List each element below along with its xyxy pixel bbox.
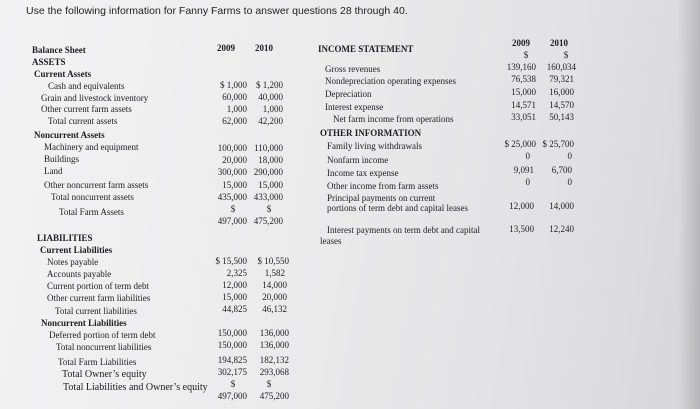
land-label: Land: [44, 166, 63, 176]
current-portion-label: Current portion of term debt: [47, 281, 149, 291]
other-noncurrent-label: Other noncurrent farm assets: [44, 180, 149, 190]
total-noncurrent-liab-2009: 150,000: [217, 340, 247, 350]
total-liab-equity-label: Total Liabilities and Owner’s equity: [63, 382, 208, 393]
machinery-2010: 110,000: [254, 143, 283, 153]
accounts-payable-label: Accounts payable: [47, 269, 112, 279]
nondepreciation-label: Nondepreciation operating expenses: [325, 76, 456, 86]
family-living-2010: $ 25,700: [542, 139, 574, 149]
assets-dollar-2010: $: [266, 204, 272, 214]
total-current-liab-2009: 44,825: [222, 304, 247, 314]
interest-payments-2009: 13,500: [509, 224, 534, 234]
accounts-payable-2010: 1,582: [264, 268, 285, 278]
land-2009: 300,000: [217, 167, 247, 177]
depreciation-2010: 16,000: [549, 87, 574, 97]
interest-expense-label: Interest expense: [325, 102, 384, 112]
total-current-2010: 42,200: [258, 116, 283, 126]
cash-2010: $ 1,200: [256, 80, 283, 90]
balance-sheet-title: Balance Sheet: [32, 45, 86, 55]
income-tax-2009: 9,091: [513, 165, 534, 175]
is-year-2010: 2010: [550, 38, 568, 48]
is-year-2009: 2009: [512, 38, 530, 48]
other-current-liab-2010: 20,000: [262, 292, 287, 302]
current-assets-heading: Current Assets: [34, 69, 92, 79]
depreciation-2009: 15,000: [511, 87, 536, 97]
net-farm-income-2010: 50,143: [549, 112, 574, 122]
other-income-2009: 0: [525, 177, 530, 187]
land-2010: 290,000: [253, 167, 283, 177]
noncurrent-assets-heading: Noncurrent Assets: [34, 130, 105, 140]
grain-label: Grain and livestock inventory: [41, 93, 149, 103]
buildings-label: Buildings: [44, 154, 80, 164]
total-farm-assets-2010: 475,200: [253, 216, 283, 226]
total-noncurrent-label: Total noncurrent assets: [51, 192, 134, 202]
machinery-2009: 100,000: [217, 143, 247, 153]
is-dollar-2009: $: [523, 50, 529, 60]
other-noncurrent-2009: 15,000: [222, 180, 247, 190]
nondepreciation-2010: 79,321: [549, 74, 574, 84]
deferred-2009: 150,000: [217, 328, 247, 338]
bs-year-2010: 2010: [255, 43, 273, 53]
owners-equity-2010: 293,068: [259, 367, 289, 377]
total-farm-liab-label: Total Farm Liabilities: [58, 357, 137, 367]
other-information-heading: OTHER INFORMATION: [320, 128, 422, 138]
assets-dollar-2009: $: [230, 204, 236, 214]
nonfarm-income-2010: 0: [567, 151, 572, 161]
total-liab-equity-2010: 475,200: [259, 391, 289, 401]
total-farm-liab-2010: 182,132: [259, 355, 289, 365]
principal-2009: 12,000: [509, 201, 534, 211]
is-dollar-2010: $: [563, 50, 569, 60]
grain-2010: 40,000: [258, 92, 283, 102]
buildings-2010: 18,000: [258, 155, 283, 165]
family-living-label: Family living withdrawals: [327, 141, 422, 151]
grain-2009: 60,000: [222, 92, 247, 102]
interest-payments-2010: 12,240: [549, 224, 574, 234]
income-tax-label: Income tax expense: [327, 168, 399, 178]
gross-revenues-label: Gross revenues: [325, 64, 381, 74]
total-current-liab-label: Total current liabilities: [55, 306, 137, 316]
gross-revenues-2010: 160,034: [546, 62, 576, 72]
principal-label-line2: portions of term debt and capital leases: [327, 203, 468, 213]
liab-dollar-2010: $: [266, 379, 272, 389]
notes-payable-2010: $ 10,550: [257, 256, 289, 266]
total-farm-liab-2009: 194,825: [217, 355, 247, 365]
noncurrent-liabilities-heading: Noncurrent Liabilities: [41, 318, 127, 328]
principal-label-line1: Principal payments on current: [327, 193, 436, 203]
income-statement-title: INCOME STATEMENT: [318, 44, 414, 54]
cash-2009: $ 1,000: [220, 80, 247, 90]
gross-revenues-2009: 139,160: [506, 62, 536, 72]
deferred-2010: 136,000: [259, 328, 289, 338]
deferred-label: Deferred portion of term debt: [49, 330, 156, 340]
net-farm-income-label: Net farm income from operations: [333, 114, 454, 124]
other-income-2010: 0: [567, 177, 572, 187]
owners-equity-label: Total Owner’s equity: [62, 369, 147, 380]
other-current-2009: 1,000: [226, 104, 247, 114]
assets-heading: ASSETS: [32, 57, 66, 67]
cash-label: Cash and equivalents: [48, 81, 125, 91]
accounts-payable-2009: 2,325: [226, 268, 247, 278]
interest-payments-label-line2: leases: [320, 236, 342, 246]
liabilities-heading: LIABILITIES: [37, 233, 93, 243]
buildings-2009: 20,000: [222, 155, 247, 165]
nonfarm-income-2009: 0: [525, 151, 530, 161]
principal-2010: 14,000: [549, 201, 574, 211]
total-current-label: Total current assets: [48, 116, 118, 126]
current-liabilities-heading: Current Liabilities: [40, 245, 113, 255]
interest-expense-2010: 14,570: [549, 100, 574, 110]
notes-payable-label: Notes payable: [47, 257, 99, 267]
page-shadow-edge: [678, 0, 700, 409]
other-income-label: Other income from farm assets: [327, 181, 439, 191]
current-portion-2010: 14,000: [262, 280, 287, 290]
total-liab-equity-2009: 497,000: [217, 391, 247, 401]
total-current-2009: 62,000: [222, 116, 247, 126]
total-farm-assets-2009: 497,000: [217, 216, 247, 226]
total-farm-assets-label: Total Farm Assets: [59, 207, 124, 217]
other-current-liab-label: Other current farm liabilities: [47, 293, 151, 303]
total-noncurrent-2010: 433,000: [253, 192, 283, 202]
depreciation-label: Depreciation: [325, 89, 372, 99]
income-tax-2010: 6,700: [551, 165, 572, 175]
current-portion-2009: 12,000: [222, 280, 247, 290]
total-noncurrent-liab-2010: 136,000: [259, 340, 289, 350]
notes-payable-2009: $ 15,500: [215, 256, 247, 266]
instructions-header: Use the following information for Fanny Farms to answer questions 28 through 40.: [26, 5, 408, 17]
interest-expense-2009: 14,571: [511, 100, 536, 110]
other-current-label: Other current farm assets: [41, 104, 132, 114]
other-current-2010: 1,000: [262, 104, 283, 114]
other-current-liab-2009: 15,000: [222, 292, 247, 302]
total-noncurrent-2009: 435,000: [217, 192, 247, 202]
interest-payments-label-line1: Interest payments on term debt and capital: [327, 225, 480, 235]
nondepreciation-2009: 76,538: [511, 74, 536, 84]
liab-dollar-2009: $: [230, 379, 236, 389]
owners-equity-2009: 302,175: [217, 367, 247, 377]
total-noncurrent-liab-label: Total noncurrent liabilities: [56, 342, 152, 352]
net-farm-income-2009: 33,051: [511, 112, 536, 122]
nonfarm-income-label: Nonfarm income: [327, 155, 389, 165]
bs-year-2009: 2009: [217, 43, 235, 53]
total-current-liab-2010: 46,132: [262, 304, 287, 314]
family-living-2009: $ 25,000: [504, 139, 536, 149]
other-noncurrent-2010: 15,000: [258, 180, 283, 190]
machinery-label: Machinery and equipment: [44, 142, 139, 152]
